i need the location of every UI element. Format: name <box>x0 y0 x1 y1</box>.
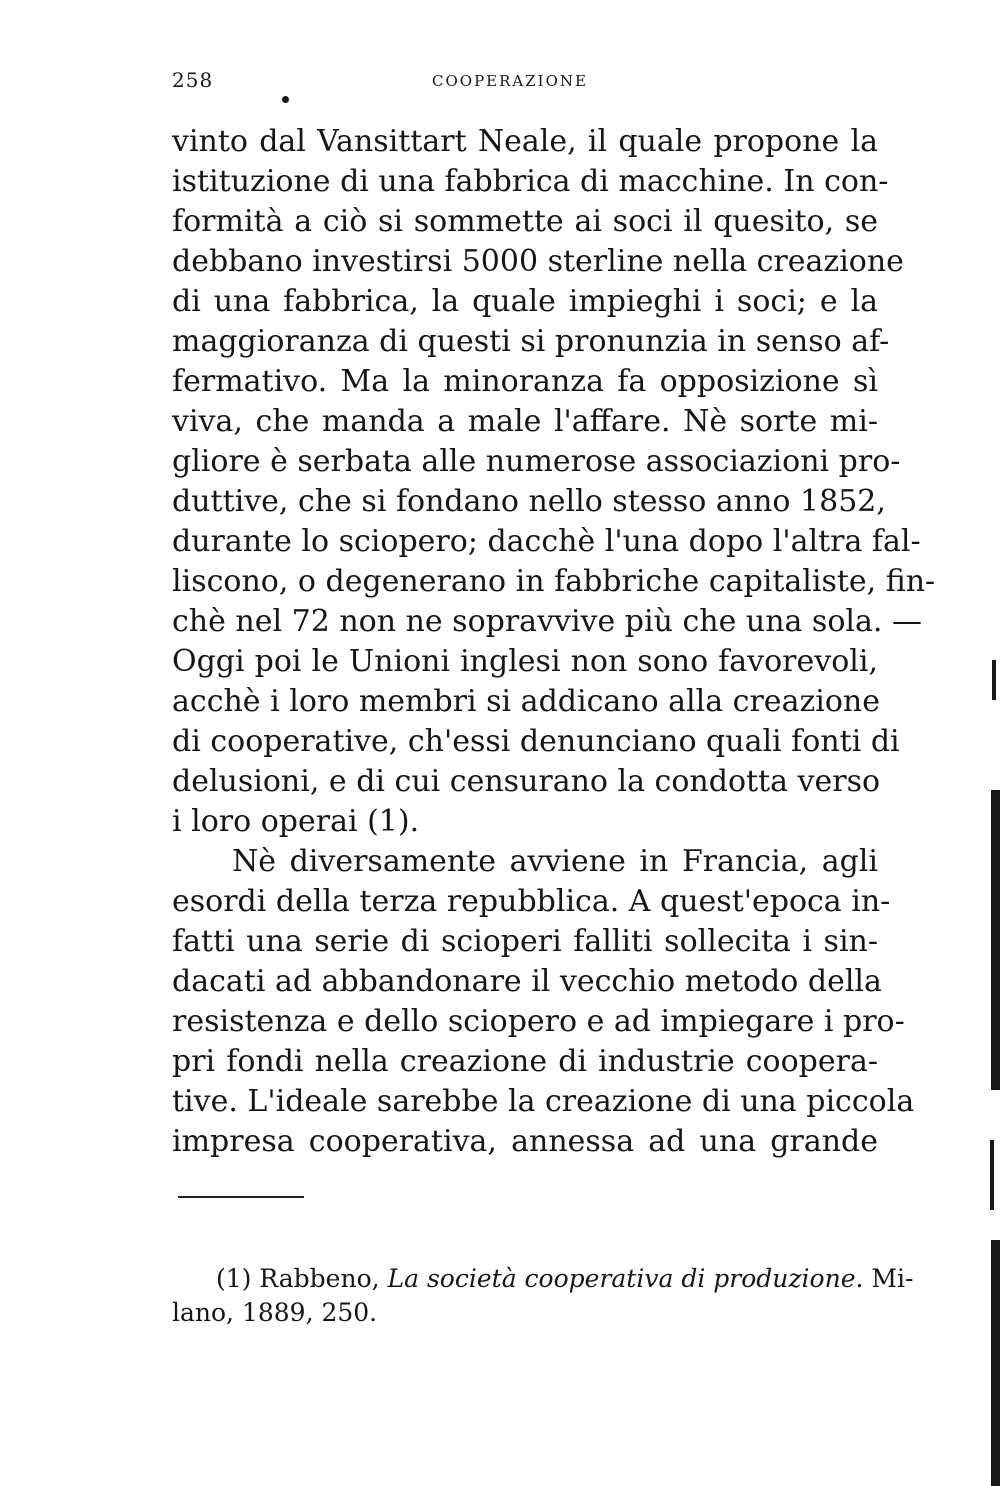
text-line: chè nel 72 non ne sopravvive più che una sola. — <box>172 604 922 639</box>
footnote-continuation: Mi- <box>871 1264 914 1293</box>
text-line: di una fabbrica, la quale impieghi i soci; e la <box>172 284 878 319</box>
text-line: liscono, o degenerano in fabbriche capitaliste, fin- <box>172 564 936 599</box>
text-line: vinto dal Vansittart Neale, il quale propone la <box>172 124 878 159</box>
scan-edge-mark <box>991 790 1000 1090</box>
text-line: esordi della terza repubblica. A quest'epoca in- <box>172 884 891 919</box>
text-line: di cooperative, ch'essi denunciano quali fonti di <box>172 724 900 759</box>
page-number: 258 <box>172 68 214 92</box>
print-speck <box>282 96 289 103</box>
text-line: Oggi poi le Unioni inglesi non sono favorevoli, <box>172 644 878 679</box>
text-line: durante lo sciopero; dacchè l'una dopo l'altra fal- <box>172 524 921 559</box>
footnote-line: lano, 1889, 250. <box>172 1298 378 1327</box>
text-line: maggioranza di questi si pronunzia in senso af- <box>172 324 890 359</box>
text-line: Nè diversamente avviene in Francia, agli <box>232 844 878 879</box>
text-line: formità a ciò si sommette ai soci il quesito, se <box>172 204 878 239</box>
footnote-title: La società cooperativa di produzione. <box>387 1264 864 1293</box>
text-line: debbano investirsi 5000 sterline nella creazione <box>172 244 904 279</box>
text-line: gliore è serbata alle numerose associazioni pro- <box>172 444 901 479</box>
text-line: impresa cooperativa, annessa ad una grande <box>172 1124 878 1159</box>
text-line: istituzione di una fabbrica di macchine. In con- <box>172 164 889 199</box>
text-line: duttive, che si fondano nello stesso anno 1852, <box>172 484 886 519</box>
running-head: COOPERAZIONE <box>432 72 588 90</box>
text-line: viva, che manda a male l'affare. Nè sorte mi- <box>172 404 878 439</box>
text-line: i loro operai (1). <box>172 804 420 839</box>
footnote-line <box>216 1262 914 1296</box>
scan-edge-mark <box>991 1240 1000 1486</box>
text-line: fermativo. Ma la minoranza fa opposizione sì <box>172 364 878 399</box>
text-line: pri fondi nella creazione di industrie coopera- <box>172 1044 878 1079</box>
text-line: resistenza e dello sciopero e ad impiegare i pro- <box>172 1004 905 1039</box>
text-line: tive. L'ideale sarebbe la creazione di una piccola <box>172 1084 915 1119</box>
page-header <box>172 68 878 98</box>
text-line: delusioni, e di cui censurano la condotta verso <box>172 764 881 799</box>
footnote-rule <box>178 1196 304 1198</box>
scan-edge-mark <box>992 660 996 700</box>
text-line: dacati ad abbandonare il vecchio metodo della <box>172 964 882 999</box>
footnote-marker: (1) Rabbeno, <box>216 1264 380 1293</box>
text-line: acchè i loro membri si addicano alla creazione <box>172 684 880 719</box>
text-line: fatti una serie di scioperi falliti sollecita i sin- <box>172 924 878 959</box>
scan-edge-mark <box>990 1140 994 1210</box>
